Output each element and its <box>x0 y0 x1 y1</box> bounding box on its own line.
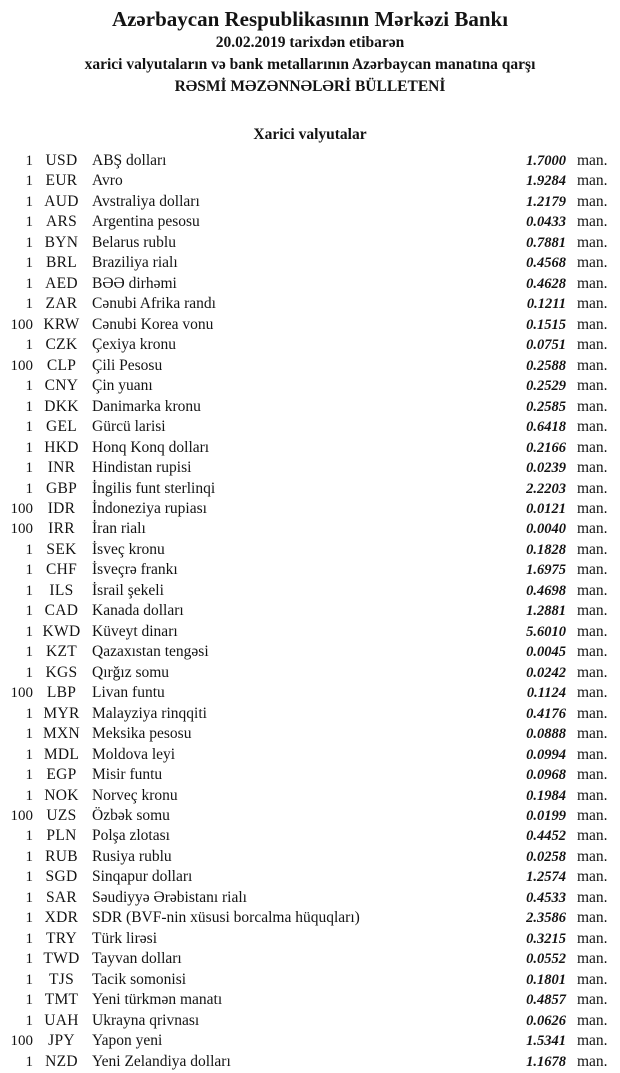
rate-value: 0.3215 <box>526 930 566 947</box>
nominal-quantity: 100 <box>10 316 33 333</box>
currency-code: GEL <box>45 418 78 436</box>
currency-name: Səudiyyə Ərəbistanı rialı <box>92 888 247 906</box>
currency-code: NOK <box>44 786 79 804</box>
unit-label: man. <box>577 254 608 272</box>
rate-value: 1.2881 <box>526 603 566 620</box>
unit-label: man. <box>577 929 608 947</box>
unit-label: man. <box>577 499 608 517</box>
rate-value: 0.2529 <box>526 378 566 395</box>
currency-code: KZT <box>45 643 78 661</box>
nominal-quantity: 1 <box>25 767 33 784</box>
currency-code: CZK <box>45 336 78 354</box>
rate-value: 0.2166 <box>526 439 566 456</box>
rate-value: 0.0242 <box>526 664 566 681</box>
unit-label: man. <box>577 356 608 374</box>
unit-label: man. <box>577 786 608 804</box>
currency-code: MXN <box>42 725 81 743</box>
unit-label: man. <box>577 970 608 988</box>
currency-code: BYN <box>44 233 79 251</box>
nominal-quantity: 1 <box>25 623 33 640</box>
unit-label: man. <box>577 847 608 865</box>
currency-code: IDR <box>47 499 76 517</box>
nominal-quantity: 1 <box>25 889 33 906</box>
currency-name: Malayziya rinqqiti <box>92 704 207 722</box>
currency-name: Kanada dolları <box>92 602 184 620</box>
currency-code: LBP <box>46 684 77 702</box>
bank-name-title: Azərbaycan Respublikasının Mərkəzi Bankı <box>111 7 509 31</box>
unit-label: man. <box>577 1011 608 1029</box>
currency-name: Çin yuanı <box>92 377 153 395</box>
currency-row <box>0 519 617 539</box>
nominal-quantity: 1 <box>25 930 33 947</box>
currency-code: JPY <box>48 1032 75 1050</box>
currency-row <box>0 540 617 560</box>
currency-name: Cənubi Korea vonu <box>92 315 214 333</box>
nominal-quantity: 1 <box>25 439 33 456</box>
rate-value: 0.2588 <box>526 357 566 374</box>
rate-value: 0.0968 <box>526 767 566 784</box>
rate-value: 0.4698 <box>526 582 566 599</box>
currency-name: BƏƏ dirhəmi <box>92 274 177 292</box>
currency-row <box>0 499 617 519</box>
currency-code: CNY <box>44 377 79 395</box>
rate-value: 0.4176 <box>526 705 566 722</box>
unit-label: man. <box>577 172 608 190</box>
nominal-quantity: 1 <box>25 541 33 558</box>
nominal-quantity: 1 <box>25 951 33 968</box>
currency-row <box>0 212 617 232</box>
currency-row <box>0 1031 617 1051</box>
rate-value: 0.2585 <box>526 398 566 415</box>
nominal-quantity: 1 <box>25 275 33 292</box>
currency-row <box>0 581 617 601</box>
currency-name: Gürcü larisi <box>92 418 166 436</box>
unit-label: man. <box>577 377 608 395</box>
currency-row <box>0 560 617 580</box>
unit-label: man. <box>577 581 608 599</box>
currency-code: ARS <box>45 213 78 231</box>
currency-code: KGS <box>45 663 78 681</box>
currency-name: Küveyt dinarı <box>92 622 178 640</box>
unit-label: man. <box>577 827 608 845</box>
currency-row <box>0 786 617 806</box>
currency-row <box>0 601 617 621</box>
rate-value: 1.2179 <box>526 193 566 210</box>
currency-code: MYR <box>43 704 80 722</box>
currency-name: Cənubi Afrika randı <box>92 295 216 313</box>
currency-name: İngilis funt sterlinqi <box>92 479 216 497</box>
unit-label: man. <box>577 192 608 210</box>
currency-name: Argentina pesosu <box>92 213 200 231</box>
currency-code: AUD <box>44 192 79 210</box>
rate-value: 1.7000 <box>526 153 566 169</box>
currency-code: BRL <box>45 254 78 272</box>
currency-name: Hindistan rupisi <box>92 459 192 477</box>
nominal-quantity: 100 <box>10 521 33 538</box>
currency-row <box>0 458 617 478</box>
currency-row <box>0 253 617 273</box>
currency-code: USD <box>45 152 78 169</box>
currency-code: CHF <box>45 561 78 579</box>
currency-code: SAR <box>45 888 78 906</box>
nominal-quantity: 1 <box>25 848 33 865</box>
nominal-quantity: 100 <box>10 685 33 702</box>
currency-row <box>0 663 617 683</box>
currency-row <box>0 151 617 171</box>
currency-name: Özbək somu <box>92 807 170 824</box>
nominal-quantity: 1 <box>25 419 33 436</box>
unit-label: man. <box>577 622 608 640</box>
currency-code: UAH <box>44 1011 79 1029</box>
unit-label: man. <box>577 295 608 313</box>
unit-label: man. <box>577 479 608 497</box>
currency-code: DKK <box>44 397 79 415</box>
unit-label: man. <box>577 991 608 1009</box>
rate-value: 0.1211 <box>526 296 566 313</box>
rate-value: 0.1984 <box>526 787 566 804</box>
currency-code: ILS <box>49 581 74 599</box>
unit-label: man. <box>577 868 608 886</box>
nominal-quantity: 1 <box>25 910 33 927</box>
currency-name: Yeni türkmən manatı <box>92 991 223 1009</box>
unit-label: man. <box>577 766 608 784</box>
rate-value: 1.6975 <box>526 562 566 579</box>
unit-label: man. <box>577 1052 608 1070</box>
nominal-quantity: 1 <box>25 255 33 272</box>
currency-code: IRR <box>48 520 75 538</box>
rate-value: 0.0994 <box>526 746 566 763</box>
nominal-quantity: 1 <box>25 992 33 1009</box>
unit-label: man. <box>577 704 608 722</box>
currency-name: Qazaxıstan tengəsi <box>92 643 209 661</box>
unit-label: man. <box>577 274 608 292</box>
rate-value: 0.1124 <box>526 685 566 702</box>
rate-value: 0.0626 <box>526 1012 566 1029</box>
currency-name: SDR (BVF-nin xüsusi borcalma hüquqları) <box>92 909 360 927</box>
nominal-quantity: 1 <box>25 296 33 313</box>
currency-name: İndoneziya rupiası <box>92 499 207 517</box>
unit-label: man. <box>577 725 608 743</box>
rate-value: 0.4628 <box>526 275 566 292</box>
unit-label: man. <box>577 459 608 477</box>
unit-label: man. <box>577 1032 608 1050</box>
currency-code: XDR <box>44 909 79 927</box>
currency-code: RUB <box>45 847 78 865</box>
currency-name: Danimarka kronu <box>92 397 201 415</box>
rate-value: 2.3586 <box>526 910 566 927</box>
nominal-quantity: 1 <box>25 1053 33 1070</box>
unit-label: man. <box>577 438 608 456</box>
section-title-foreign-currencies: Xarici valyutalar <box>253 126 367 143</box>
currency-code: KWD <box>42 622 81 640</box>
currency-name: Çexiya kronu <box>92 336 176 354</box>
currency-row <box>0 233 617 253</box>
rate-value: 1.1678 <box>526 1053 566 1070</box>
nominal-quantity: 1 <box>25 460 33 477</box>
nominal-quantity: 1 <box>25 562 33 579</box>
rate-value: 0.7881 <box>526 234 566 251</box>
rate-value: 0.0888 <box>526 726 566 743</box>
currency-row <box>0 724 617 744</box>
currency-row <box>0 970 617 990</box>
nominal-quantity: 1 <box>25 726 33 743</box>
currency-name: Norveç kronu <box>92 786 178 804</box>
nominal-quantity: 1 <box>25 480 33 497</box>
currency-row <box>0 908 617 928</box>
nominal-quantity: 1 <box>25 746 33 763</box>
currency-row <box>0 683 617 703</box>
currency-name: Tacik somonisi <box>92 970 187 988</box>
unit-label: man. <box>577 418 608 436</box>
currency-row <box>0 888 617 908</box>
unit-label: man. <box>577 315 608 333</box>
nominal-quantity: 1 <box>25 644 33 661</box>
currency-name: Honq Konq dolları <box>92 438 210 456</box>
nominal-quantity: 1 <box>25 193 33 210</box>
currency-row <box>0 417 617 437</box>
currency-name: Belarus rublu <box>92 233 176 251</box>
rate-value: 0.6418 <box>526 419 566 436</box>
nominal-quantity: 1 <box>25 705 33 722</box>
currency-code: CLP <box>46 356 77 374</box>
effective-date-line: 20.02.2019 tarixdən etibarən <box>215 34 405 51</box>
currency-row <box>0 929 617 949</box>
currency-row <box>0 745 617 765</box>
currency-row <box>0 826 617 846</box>
currency-name: Çili Pesosu <box>92 356 163 374</box>
rate-value: 0.0239 <box>526 460 566 477</box>
rate-value: 0.0433 <box>526 214 566 231</box>
currency-row <box>0 335 617 355</box>
currency-row <box>0 622 617 642</box>
rate-value: 0.4857 <box>526 992 566 1009</box>
nominal-quantity: 100 <box>10 808 33 824</box>
rate-value: 1.9284 <box>526 173 566 190</box>
unit-label: man. <box>577 233 608 251</box>
currency-code: TJS <box>48 970 75 988</box>
currency-name: İsveçrə frankı <box>92 561 178 579</box>
currency-code: PLN <box>46 827 77 845</box>
rate-value: 0.1801 <box>526 971 566 988</box>
subject-line: xarici valyutaların və bank metallarının Azərbaycan manatına qarşı <box>84 56 536 73</box>
currency-code: TRY <box>45 929 78 947</box>
currency-name: İsrail şekeli <box>92 581 164 599</box>
rate-value: 0.0045 <box>526 644 566 661</box>
rate-value: 1.2574 <box>526 869 566 886</box>
nominal-quantity: 100 <box>10 357 33 374</box>
currency-code: TMT <box>44 991 79 1009</box>
nominal-quantity: 1 <box>25 664 33 681</box>
currency-row <box>0 949 617 969</box>
unit-label: man. <box>577 152 608 169</box>
unit-label: man. <box>577 888 608 906</box>
currency-row <box>0 765 617 785</box>
rate-value: 0.4452 <box>526 828 566 845</box>
currency-row <box>0 1011 617 1031</box>
currency-name: Braziliya rialı <box>92 254 178 272</box>
nominal-quantity: 1 <box>25 398 33 415</box>
currency-name: Türk lirəsi <box>92 929 157 947</box>
nominal-quantity: 1 <box>25 214 33 231</box>
currency-row <box>0 1052 617 1072</box>
currency-row <box>0 192 617 212</box>
unit-label: man. <box>577 684 608 702</box>
unit-label: man. <box>577 663 608 681</box>
currency-code: MDL <box>43 745 80 763</box>
rate-value: 2.2203 <box>526 480 566 497</box>
currency-code: ZAR <box>45 295 78 313</box>
currency-name: İran rialı <box>92 520 146 538</box>
rate-value: 0.0040 <box>526 521 566 538</box>
currency-row <box>0 438 617 458</box>
unit-label: man. <box>577 745 608 763</box>
currency-name: Sinqapur dolları <box>92 868 193 886</box>
unit-label: man. <box>577 602 608 620</box>
currency-code: EUR <box>45 172 78 190</box>
currency-name: Livan funtu <box>92 684 165 702</box>
currency-row <box>0 356 617 376</box>
currency-name: Ukrayna qrivnası <box>92 1011 200 1029</box>
currency-code: SGD <box>45 868 78 886</box>
rate-value: 5.6010 <box>526 623 566 640</box>
unit-label: man. <box>577 643 608 661</box>
currency-name: Polşa zlotası <box>92 827 170 845</box>
unit-label: man. <box>577 540 608 558</box>
nominal-quantity: 1 <box>25 153 33 169</box>
currency-row <box>0 704 617 724</box>
rate-value: 0.4568 <box>526 255 566 272</box>
nominal-quantity: 1 <box>25 603 33 620</box>
nominal-quantity: 1 <box>25 1012 33 1029</box>
currency-code: INR <box>47 459 76 477</box>
currency-code: UZS <box>46 807 77 824</box>
unit-label: man. <box>577 213 608 231</box>
nominal-quantity: 1 <box>25 787 33 804</box>
nominal-quantity: 1 <box>25 971 33 988</box>
rate-value: 0.0199 <box>526 808 566 824</box>
currency-name: Avstraliya dolları <box>92 192 200 210</box>
unit-label: man. <box>577 909 608 927</box>
rate-value: 0.0552 <box>526 951 566 968</box>
currency-code: KRW <box>43 315 80 333</box>
currency-name: Avro <box>92 172 123 190</box>
rate-value: 0.0751 <box>526 337 566 354</box>
unit-label: man. <box>577 950 608 968</box>
currency-row <box>0 294 617 314</box>
currency-name: Misir funtu <box>92 766 163 784</box>
currency-row <box>0 990 617 1010</box>
currency-row <box>0 315 617 335</box>
nominal-quantity: 1 <box>25 173 33 190</box>
nominal-quantity: 1 <box>25 828 33 845</box>
nominal-quantity: 1 <box>25 582 33 599</box>
rate-value: 0.0121 <box>526 500 566 517</box>
rate-value: 0.1515 <box>526 316 566 333</box>
nominal-quantity: 100 <box>10 500 33 517</box>
rate-value: 0.1828 <box>526 541 566 558</box>
currency-name: İsveç kronu <box>92 540 165 558</box>
currency-row <box>0 274 617 294</box>
currency-code: GBP <box>45 479 78 497</box>
currency-code: TWD <box>43 950 80 968</box>
currency-row <box>0 867 617 887</box>
unit-label: man. <box>577 561 608 579</box>
currency-name: Rusiya rublu <box>92 847 172 865</box>
currency-name: Meksika pesosu <box>92 725 192 743</box>
bulletin-title: RƏSMİ MƏZƏNNƏLƏRİ BÜLLETENİ <box>174 78 446 95</box>
currency-name: Yeni Zelandiya dolları <box>92 1052 231 1070</box>
rate-value: 1.5341 <box>526 1033 566 1050</box>
currency-name: ABŞ dolları <box>92 152 167 169</box>
currency-code: SEK <box>46 540 77 558</box>
unit-label: man. <box>577 397 608 415</box>
currency-row <box>0 376 617 396</box>
rate-value: 0.4533 <box>526 889 566 906</box>
exchange-rates-table <box>0 151 620 1072</box>
currency-code: CAD <box>44 602 79 620</box>
nominal-quantity: 1 <box>25 337 33 354</box>
currency-row <box>0 806 617 826</box>
nominal-quantity: 1 <box>25 378 33 395</box>
currency-code: HKD <box>44 438 79 456</box>
currency-code: AED <box>45 274 78 292</box>
unit-label: man. <box>577 336 608 354</box>
currency-name: Tayvan dolları <box>92 950 182 968</box>
currency-code: NZD <box>45 1052 78 1070</box>
currency-row <box>0 847 617 867</box>
currency-row <box>0 171 617 191</box>
currency-name: Yapon yeni <box>92 1032 163 1050</box>
nominal-quantity: 1 <box>25 869 33 886</box>
unit-label: man. <box>577 520 608 538</box>
currency-code: EGP <box>46 766 77 784</box>
currency-row <box>0 479 617 499</box>
nominal-quantity: 1 <box>25 234 33 251</box>
rate-value: 0.0258 <box>526 848 566 865</box>
currency-row <box>0 642 617 662</box>
nominal-quantity: 100 <box>10 1033 33 1050</box>
currency-name: Moldova leyi <box>92 745 176 763</box>
currency-row <box>0 397 617 417</box>
unit-label: man. <box>577 807 608 824</box>
currency-name: Qırğız somu <box>92 663 170 681</box>
